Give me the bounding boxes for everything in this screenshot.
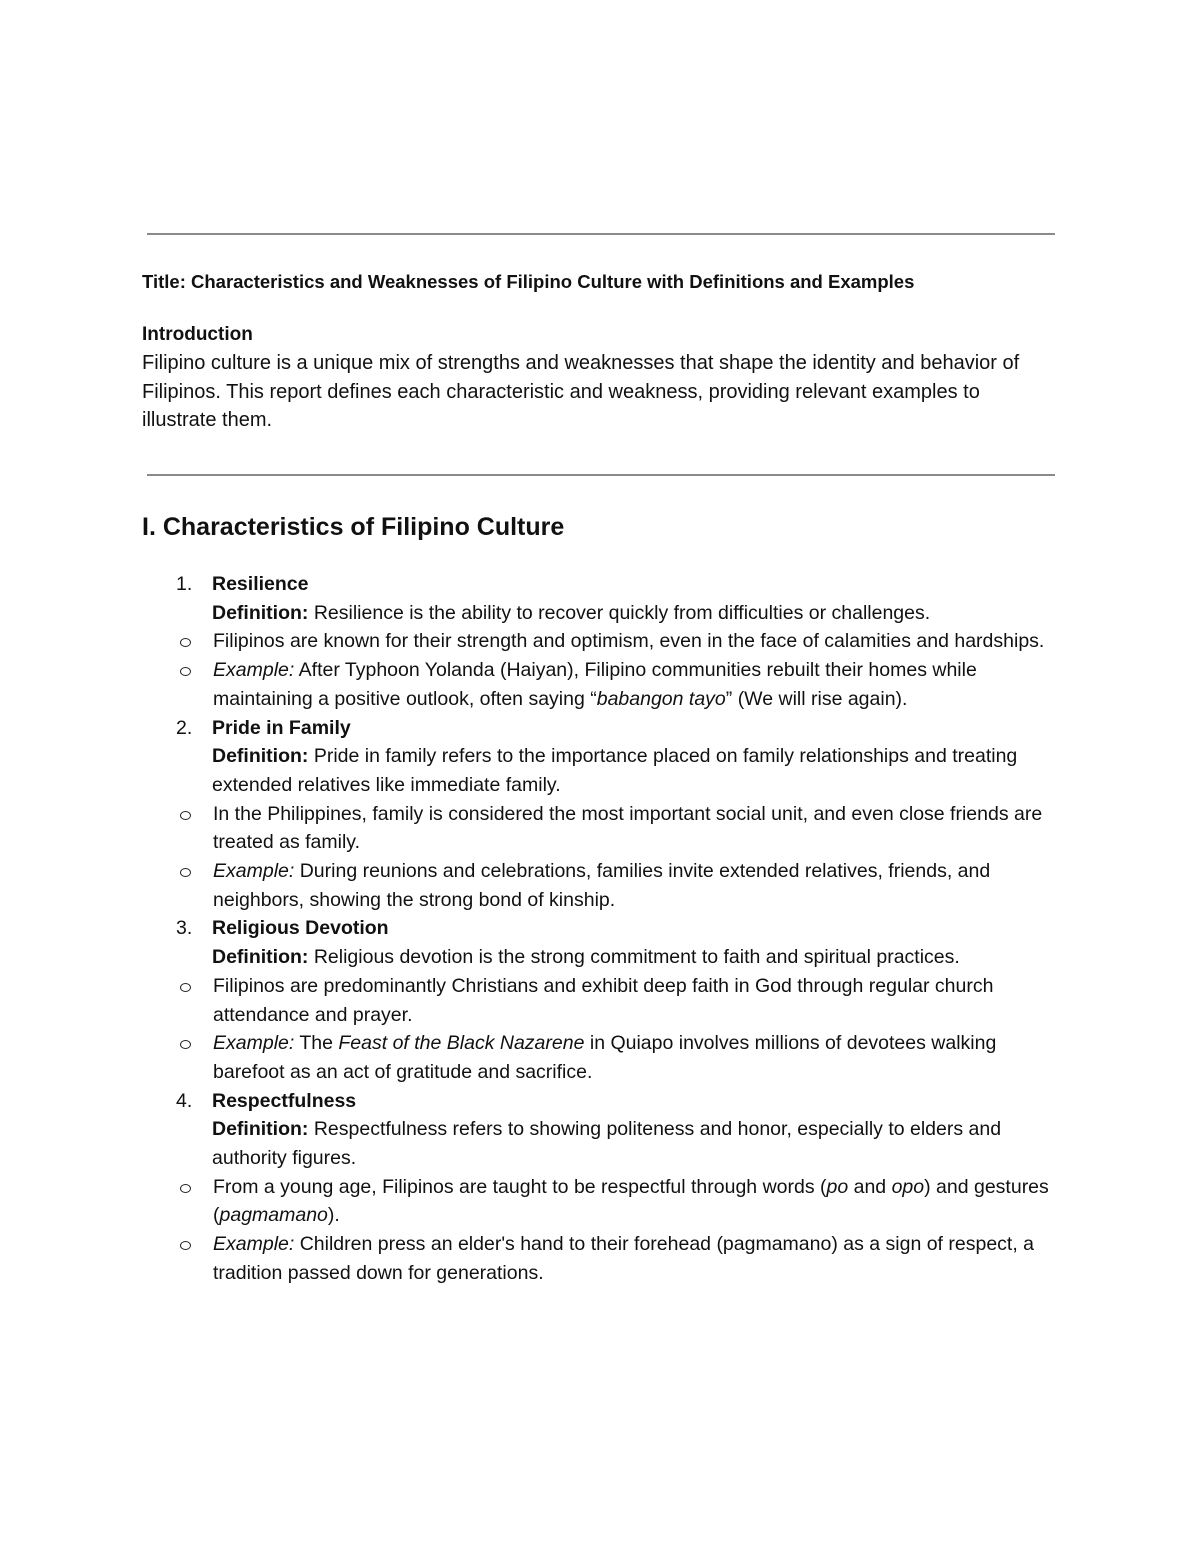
bullet-text: ). — [327, 1204, 340, 1227]
section-heading: I. Characteristics of Filipino Culture — [142, 513, 565, 541]
item-number: 4. — [176, 1089, 193, 1112]
bullet-item — [142, 656, 1062, 713]
introduction-heading: Introduction — [142, 324, 253, 345]
item-definition — [212, 742, 1062, 799]
list-item — [142, 714, 1062, 800]
definition-label: Definition: — [212, 745, 309, 768]
item-title: Resilience — [212, 573, 309, 595]
bullet-text: and — [848, 1175, 892, 1198]
example-text: The — [294, 1032, 339, 1055]
bullet-item — [142, 1173, 1062, 1230]
bullet-text: In the Philippines, family is considered the most important social unit, and even close friends are treated as family. — [213, 802, 1043, 854]
item-number: 3. — [176, 917, 193, 940]
example-label: Example: — [213, 1032, 295, 1055]
example-label: Example: — [213, 1233, 295, 1256]
bullet-text: Filipinos are predominantly Christians and exhibit deep faith in God through regular church attendance and prayer. — [213, 974, 994, 1026]
item-definition — [212, 1115, 1062, 1172]
circle-bullet-icon — [180, 1241, 191, 1250]
item-number: 1. — [176, 573, 193, 595]
list-item — [142, 914, 1062, 971]
example-text: After Typhoon Yolanda (Haiyan), Filipino communities rebuilt their homes while maintaining a positive outlook, often saying “ — [213, 659, 977, 710]
example-text: in Quiapo involves millions of devotees walking barefoot as an act of gratitude and sacrifice. — [213, 1032, 997, 1083]
example-emphasis: babangon tayo — [596, 687, 726, 710]
list-item — [142, 570, 1062, 627]
bullet-text: ) and gestures ( — [213, 1175, 1049, 1227]
circle-bullet-icon — [180, 638, 191, 647]
definition-label: Definition: — [212, 601, 309, 624]
example-text: ” (We will rise again). — [725, 687, 908, 710]
definition-text: Resilience is the ability to recover quickly from difficulties or challenges. — [308, 601, 931, 624]
bullet-item — [142, 1029, 1062, 1086]
bullet-item — [142, 972, 1062, 1029]
definition-label: Definition: — [212, 1118, 309, 1141]
sub-bullets — [142, 1173, 1062, 1288]
bullet-item — [142, 800, 1062, 857]
example-emphasis: Feast of the Black Nazarene — [338, 1032, 585, 1055]
list-item — [142, 1087, 1062, 1173]
horizontal-divider — [147, 474, 1055, 476]
bullet-item — [142, 627, 1062, 656]
example-label: Example: — [213, 860, 295, 883]
horizontal-divider — [147, 233, 1055, 235]
introduction-section — [142, 321, 1054, 435]
circle-bullet-icon — [180, 868, 191, 877]
item-definition — [212, 943, 1062, 972]
bullet-emphasis: pagmamano — [219, 1204, 328, 1227]
definition-text: Religious devotion is the strong commitment to faith and spiritual practices. — [308, 946, 960, 969]
item-title: Religious Devotion — [212, 917, 389, 940]
circle-bullet-icon — [180, 811, 191, 820]
sub-bullets — [142, 627, 1062, 713]
circle-bullet-icon — [180, 1040, 191, 1049]
item-definition — [212, 599, 1062, 628]
example-text: During reunions and celebrations, families invite extended relatives, friends, and neighbors, showing the strong bond of kinship. — [213, 860, 991, 911]
circle-bullet-icon — [180, 1184, 191, 1193]
definition-text: Respectfulness refers to showing politeness and honor, especially to elders and authority figures. — [212, 1118, 1002, 1170]
bullet-emphasis: po — [826, 1175, 849, 1198]
bullet-text: Filipinos are known for their strength and optimism, even in the face of calamities and hardships. — [213, 630, 1045, 653]
characteristics-list — [142, 570, 1062, 1288]
example-label: Example: — [213, 659, 295, 682]
introduction-text: Filipino culture is a unique mix of strengths and weaknesses that shape the identity and behavior of Filipinos. This report defines each characteristic and weakness, providing relevant examples to illustrate them. — [142, 352, 1020, 431]
circle-bullet-icon — [180, 983, 191, 992]
item-title: Pride in Family — [212, 716, 351, 739]
bullet-item — [142, 857, 1062, 914]
bullet-emphasis: opo — [891, 1175, 925, 1198]
document-title: Title: Characteristics and Weaknesses of Filipino Culture with Definitions and Examples — [142, 271, 915, 292]
example-text: Children press an elder's hand to their forehead (pagmamano) as a sign of respect, a tradition passed down for generations. — [213, 1233, 1035, 1284]
definition-label: Definition: — [212, 946, 309, 969]
circle-bullet-icon — [180, 667, 191, 676]
item-title: Respectfulness — [212, 1089, 357, 1112]
sub-bullets — [142, 800, 1062, 915]
item-number: 2. — [176, 716, 193, 739]
definition-text: Pride in family refers to the importance placed on family relationships and treating extended relatives like immediate family. — [212, 745, 1018, 796]
bullet-item — [142, 1230, 1062, 1287]
sub-bullets — [142, 972, 1062, 1087]
bullet-text: From a young age, Filipinos are taught to be respectful through words ( — [213, 1175, 827, 1198]
